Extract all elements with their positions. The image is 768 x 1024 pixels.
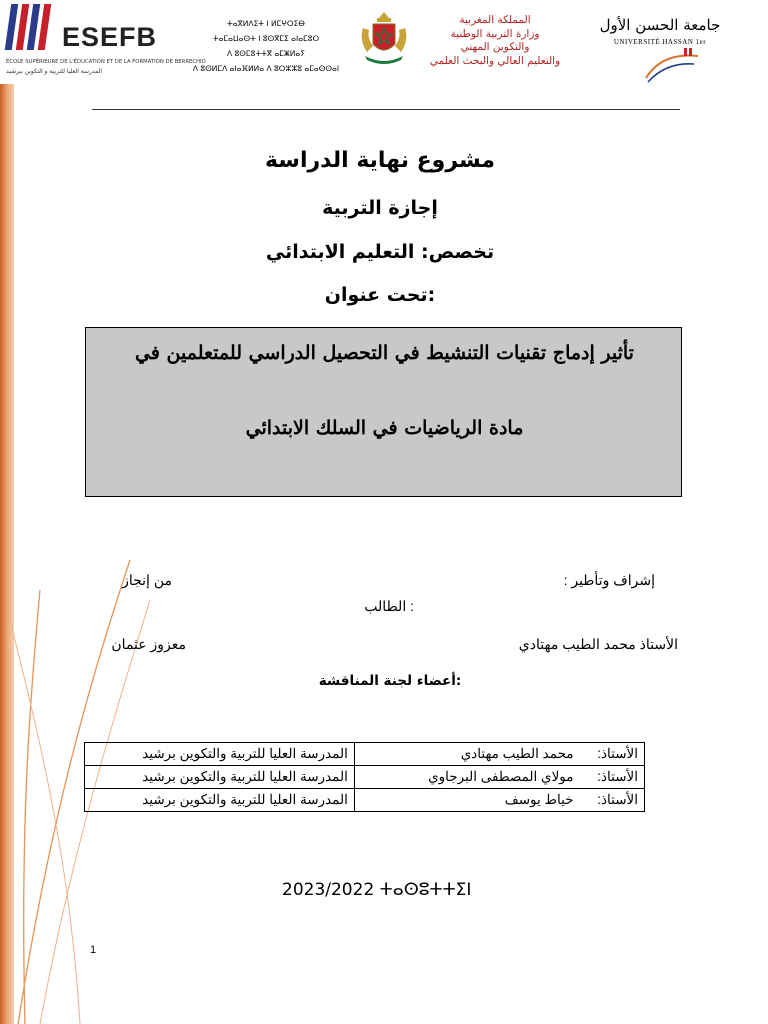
jury-institution: المدرسة العليا للتربية والتكوين برشيد	[85, 766, 355, 789]
subject-box	[85, 327, 682, 497]
ministry-line: وزارة التربية الوطنية	[450, 27, 540, 40]
ministry-line: والتعليم العالي والبحث العلمي	[429, 54, 561, 67]
jury-prefix: الأستاذ:	[597, 769, 638, 784]
esefb-logo	[6, 4, 206, 76]
jury-member-cell	[354, 789, 644, 812]
moroccan-coat-of-arms-icon	[355, 10, 413, 68]
tifinagh-line: ⵜⴰⴳⵍⴷⵉⵜ ⵏ ⵍⵎⵖⵔⵉⴱ	[227, 19, 305, 28]
jury-member-cell	[354, 766, 644, 789]
prepared-by-label: من إنجاز	[122, 572, 172, 588]
table-row	[85, 789, 645, 812]
tifinagh-line: ⴷ ⵓⵙⵍⵎⴷ ⴰⵏⴰⴼⵍⵍⴰ ⴷ ⵓⵔⵣⵣⵓ ⴰⵎⴰⵙⵙⴰⵏ	[192, 64, 340, 73]
jury-name: محمد الطيب مهتادي	[460, 746, 574, 761]
ministry-line: المملكة المغربية	[459, 14, 531, 26]
tifinagh-line: ⵜⴰⵎⴰⵡⴰⵙⵜ ⵏ ⵓⵙⴳⵎⵉ ⴰⵏⴰⵎⵓⵔ	[212, 34, 320, 43]
subject-line-2: مادة الرياضيات في السلك الابتدائي	[245, 417, 524, 439]
esefb-stripes-icon	[6, 4, 56, 50]
subject-line-1: تأثير إدماج تقنيات التنشيط في التحصيل الدراسي للمتعلمين في	[135, 342, 634, 364]
university-hassan-logo	[590, 8, 762, 80]
jury-institution: المدرسة العليا للتربية والتكوين برشيد	[85, 743, 355, 766]
table-row	[85, 766, 645, 789]
header-divider	[92, 109, 680, 110]
jury-prefix: الأستاذ:	[597, 792, 638, 807]
esefb-logo-text: ESEFB	[62, 22, 158, 52]
university-swoosh-icon	[642, 48, 702, 84]
under-title-label: :تحت عنوان	[324, 284, 436, 306]
university-name-ar: جامعة الحسن الأول	[599, 16, 721, 34]
specialty-title: تخصص: التعليم الابتدائي	[265, 241, 495, 263]
university-name-fr: UNIVERSITÉ HASSAN 1er	[613, 38, 707, 46]
table-row	[85, 743, 645, 766]
student-name: معزوز عثمان	[111, 636, 186, 652]
tifinagh-ministry-name	[186, 16, 346, 76]
esefb-subtitle-ar: المدرسة العليا للتربية و التكوين ببرشيد	[6, 68, 103, 75]
academic-year: 2023/2022 ⵜⴰⵙⵓⵜⵜⵉⵏ	[282, 880, 472, 900]
student-label: : الطالب	[364, 598, 414, 614]
page-number: 1	[90, 944, 97, 956]
supervisor-label: إشراف وتأطير :	[563, 572, 655, 588]
jury-member-cell	[354, 743, 644, 766]
jury-name: مولاي المصطفى البرجاوي	[428, 769, 574, 784]
jury-prefix: الأستاذ:	[597, 746, 638, 761]
jury-table	[84, 742, 645, 812]
ministry-name-ar	[410, 14, 580, 68]
degree-title: إجازة التربية	[322, 197, 438, 219]
tifinagh-line: ⴷ ⵓⵙⵎⵓⵜⵜⴳ ⴰⵎⵥⵍⴰⵢ	[227, 49, 305, 58]
jury-name: خياط يوسف	[504, 792, 574, 807]
jury-institution: المدرسة العليا للتربية والتكوين برشيد	[85, 789, 355, 812]
project-title: مشروع نهاية الدراسة	[264, 148, 496, 173]
supervisor-name: الأستاذ محمد الطيب مهتادي	[518, 636, 678, 652]
jury-title: :أعضاء لجنة المناقشة	[318, 673, 462, 689]
ministry-line: والتكوين المهني	[460, 41, 530, 53]
esefb-subtitle-fr: ÉCOLE SUPÉRIEURE DE L'ÉDUCATION ET DE LA FORMATION DE BERRECHID	[6, 59, 206, 65]
